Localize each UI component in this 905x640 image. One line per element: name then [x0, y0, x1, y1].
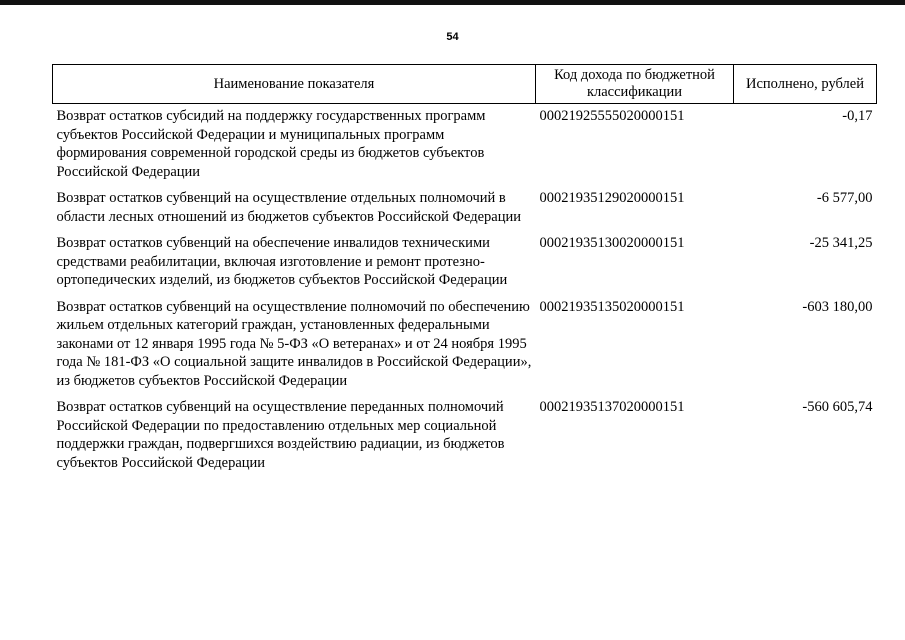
row-code: 00021935137020000151	[539, 399, 685, 415]
table-row	[53, 398, 877, 480]
row-amount: -603 180,00	[802, 298, 873, 315]
row-code: 00021935130020000151	[539, 235, 685, 251]
row-amount: -560 605,74	[802, 399, 873, 415]
header-amount: Исполнено, рублей	[734, 65, 877, 104]
budget-table	[52, 64, 877, 480]
table-row	[53, 298, 877, 399]
row-name: Возврат остатков субвенций на осуществление отдельных полномочий в области лесных отношений из бюджетов субъектов Российской Федерации	[56, 190, 521, 225]
table-row	[53, 234, 877, 298]
table-header-row	[53, 65, 877, 104]
row-amount: -0,17	[842, 108, 873, 124]
row-name: Возврат остатков субсидий на поддержку государственных программ субъектов Российской Федерации и муниципальных программ формирования современной городской среды из бюджетов субъектов Российской Федерации	[56, 108, 486, 180]
row-name: Возврат остатков субвенций на обеспечение инвалидов техническими средствами реабилитации, включая изготовление и ремонт протезно-ортопедических изделий, из бюджетов субъектов Российской Федерации	[56, 235, 508, 288]
header-name: Наименование показателя	[53, 65, 536, 104]
header-code: Код дохода по бюджетной классификации	[536, 65, 734, 104]
row-code: 00021925555020000151	[539, 108, 685, 124]
row-code: 00021935135020000151	[539, 298, 685, 315]
row-name: Возврат остатков субвенций на осуществление переданных полномочий Российской Федерации по предоставлению отдельных мер социальной поддержки граждан, подвергшихся воздействию радиации, из бюджетов субъектов Российской Федерации	[56, 399, 505, 471]
page-number: 54	[446, 31, 459, 43]
row-name: Возврат остатков субвенций на осуществление полномочий по обеспечению жильем отдельных категорий граждан, установленных федеральными законами от 12 января 1995 года № 5-ФЗ «О ветеранах» и от 24 ноября 1995 года № 181-ФЗ «О социальной защите инвалидов в Российской Федерации», из бюджетов субъектов Российской Федерации	[56, 298, 532, 389]
row-code: 00021935129020000151	[539, 190, 685, 206]
table-row	[53, 189, 877, 234]
table-row	[53, 104, 877, 190]
row-amount: -25 341,25	[809, 235, 873, 251]
page-top-border	[0, 0, 905, 5]
row-amount: -6 577,00	[816, 190, 873, 206]
